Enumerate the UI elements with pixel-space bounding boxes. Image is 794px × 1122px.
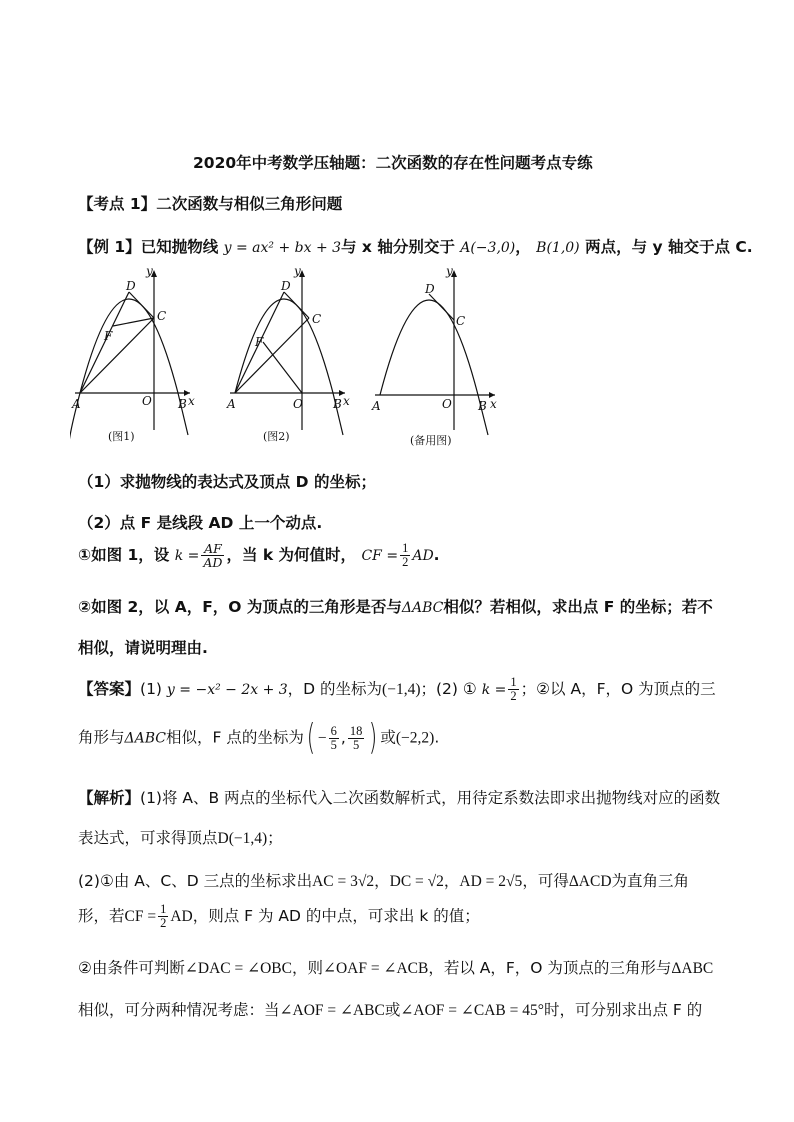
analysis-l6b: 时，可分别求出点 F 的 — [543, 1001, 703, 1019]
analysis-cf: CF = — [124, 908, 157, 925]
example-tail: 两点，与 y 轴交于点 C. — [585, 238, 753, 256]
answer-abc: ΔABC — [124, 730, 166, 747]
analysis-l4a: 形，若 — [78, 907, 125, 925]
example-point-a: A(−3,0) — [460, 240, 516, 256]
fig2-label-f: F — [255, 335, 264, 349]
answer-equation: y = −x² − 2x + 3 — [166, 682, 288, 698]
answer-f1-y — [348, 725, 365, 752]
answer-f1y-num: 18 — [349, 723, 363, 738]
sq1-half-den: 2 — [402, 555, 409, 569]
fig3-label-x: x — [490, 397, 497, 411]
analysis-dac: ∠DAC = ∠OBC — [184, 960, 292, 977]
fig2-label-b: B — [333, 397, 342, 411]
answer-paren-open: ( — [306, 717, 316, 758]
figure-2 — [230, 270, 345, 435]
fig1-label-f: F — [104, 329, 113, 343]
answer-k: k = — [481, 682, 507, 698]
example-statement: 【例 1】已知抛物线 y = ax² + bx + 3与 x 轴分别交于 A(−3,0)， B(1,0) 两点，与 y 轴交于点 C. — [78, 238, 753, 256]
question-2: （2）点 F 是线段 AD 上一个动点. — [78, 514, 323, 532]
answer-line-2: 角形与ΔABC相似，F 点的坐标为( − $\frac{6}{5}$ , $\frac{18}{5}$ ) 或(−2,2). — [78, 717, 440, 758]
analysis-l5a: ②由条件可判断 — [78, 959, 185, 977]
analysis-line-5 — [78, 956, 713, 978]
figure-3 — [375, 270, 495, 435]
fig1-label-o: O — [142, 394, 152, 408]
fig1-label-y: y — [146, 264, 153, 278]
subquestion-2-line2: 相似，请说明理由. — [78, 639, 208, 657]
fig3-caption: (备用图) — [410, 434, 452, 447]
example-tag: 【例 1】 — [78, 238, 141, 256]
fig3-label-d: D — [425, 282, 435, 296]
answer-end: . — [434, 728, 440, 747]
analysis-l3c: 为直角三角 — [611, 872, 690, 890]
sq1-num: AF — [201, 542, 224, 556]
sq1-den: AD — [203, 555, 223, 570]
analysis-line-6 — [78, 998, 702, 1020]
fig1-label-d: D — [126, 279, 136, 293]
fig2-label-d: D — [281, 279, 291, 293]
analysis-line-1 — [78, 786, 720, 808]
analysis-l2a: 表达式，可求得顶点 — [78, 829, 218, 847]
answer-p4: ；②以 A，F，O 为顶点的三 — [520, 680, 716, 698]
analysis-abc: ΔABC — [671, 960, 714, 977]
analysis-half — [158, 903, 168, 930]
sq2-line1: ②如图 2，以 A，F，O 为顶点的三角形是否与 — [78, 598, 402, 616]
analysis-tag: 【解析】 — [78, 789, 141, 807]
analysis-acd: ΔACD — [568, 873, 612, 890]
analysis-ac: AC = 3√2 — [312, 873, 375, 890]
sq1-half — [400, 542, 410, 569]
answer-f1x-den: 5 — [330, 737, 337, 752]
answer-or: 或 — [380, 728, 396, 747]
analysis-l5c: ，若以 A，F，O 为顶点的三角形与 — [428, 959, 672, 977]
fig2-label-o: O — [293, 397, 303, 411]
answer-paren-close: ) — [369, 717, 378, 758]
answer-k-num: 1 — [510, 675, 517, 689]
sq2-line1-end: 相似？若相似，求出点 F 的坐标；若不 — [443, 598, 713, 616]
fig3-label-c: C — [456, 314, 466, 328]
analysis-line-2 — [78, 826, 283, 848]
fig1-label-x: x — [188, 394, 195, 408]
example-equation: y = ax² + bx + 3 — [223, 240, 342, 256]
analysis-l3a: (2)①由 A、C、D 三点的坐标求出 — [78, 872, 313, 890]
fig1-label-b: B — [178, 397, 187, 411]
analysis-aof1: ∠AOF = ∠ABC — [279, 1002, 385, 1019]
analysis-ad: AD = 2√5 — [459, 873, 523, 890]
kaodian-tag: 【考点 1】 — [78, 195, 157, 213]
analysis-l2d: D(−1,4) — [217, 830, 268, 847]
analysis-line-3: (2)①由 A、C、D 三点的坐标求出AC = 3√2，DC = √2，AD = 2√5，可得ΔACD为直角三角 — [78, 872, 690, 890]
answer-line-1 — [78, 676, 716, 703]
answer-f2: (−2,2) — [395, 729, 435, 747]
sq1-cf: CF = — [361, 548, 399, 564]
fig3-label-y: y — [446, 264, 453, 278]
fig1-caption: (图1) — [108, 430, 135, 443]
answer-f1x-num: 6 — [330, 723, 337, 738]
answer-d: (−1,4) — [382, 681, 421, 698]
kaodian-heading — [78, 192, 342, 214]
analysis-l2b: ； — [267, 829, 283, 847]
answer-line2-a: 角形与 — [78, 728, 125, 747]
answer-p3: ；(2) ① — [420, 680, 477, 698]
analysis-l5b: ，则 — [291, 959, 323, 977]
subquestion-1 — [78, 542, 440, 569]
analysis-l6a: 相似，可分两种情况考虑：当 — [78, 1001, 280, 1019]
answer-f1y-den: 5 — [352, 737, 360, 752]
sq1-half-num: 1 — [402, 541, 409, 555]
analysis-or: 或 — [384, 1001, 401, 1019]
analysis-dc: DC = √2 — [389, 873, 444, 890]
answer-line2-b: 相似，F 点的坐标为 — [166, 728, 304, 747]
answer-f1-x — [329, 725, 339, 752]
answer-k-den: 2 — [510, 689, 517, 703]
analysis-aof2: ∠AOF = ∠CAB = 45° — [400, 1002, 544, 1019]
sq1-mid: ，当 k 为何值时， — [226, 546, 357, 564]
question-1: （1）求抛物线的表达式及顶点 D 的坐标； — [78, 473, 376, 491]
example-pre: 已知抛物线 — [140, 238, 219, 256]
sq1-pre: ①如图 1，设 — [78, 546, 170, 564]
answer-p2: ，D 的坐标为 — [287, 680, 383, 698]
fig3-label-b: B — [478, 399, 487, 413]
fig2-label-a: A — [227, 397, 236, 411]
sq1-ad: AD — [412, 548, 434, 564]
figure-1 — [70, 270, 190, 450]
subquestion-2 — [78, 595, 713, 617]
sq1-fraction — [201, 542, 224, 569]
parabola — [80, 299, 188, 435]
fig1-label-c: C — [157, 309, 167, 323]
answer-tag: 【答案】 — [78, 680, 141, 698]
analysis-ad2: AD — [170, 908, 193, 925]
analysis-l3b: ，可得 — [522, 872, 569, 890]
fig2-label-y: y — [294, 264, 301, 278]
answer-k-frac — [508, 676, 518, 703]
answer-p1: (1) — [140, 680, 162, 698]
sq2-abc: ΔABC — [401, 600, 444, 616]
analysis-l1: (1)将 A、B 两点的坐标代入二次函数解析式，用待定系数法即求出抛物线对应的函数 — [140, 789, 721, 807]
example-mid: 与 x 轴分别交于 — [341, 238, 455, 256]
fig3-label-o: O — [442, 397, 452, 411]
analysis-half-num: 1 — [160, 902, 167, 916]
fig1-label-a: A — [72, 397, 81, 411]
sq1-k: k = — [174, 548, 200, 564]
figures-panel — [70, 260, 510, 450]
analysis-oaf: ∠OAF = ∠ACB — [322, 960, 429, 977]
analysis-l4b: ，则点 F 为 AD 的中点，可求出 k 的值； — [192, 907, 480, 925]
fig2-caption: (图2) — [263, 430, 290, 443]
fig2-label-c: C — [312, 312, 322, 326]
fig2-label-x: x — [343, 394, 350, 408]
fig3-label-a: A — [372, 399, 381, 413]
analysis-half-den: 2 — [160, 916, 167, 930]
kaodian-text: 二次函数与相似三角形问题 — [156, 195, 343, 213]
example-point-b: B(1,0) — [536, 240, 580, 256]
page-title: 2020年中考数学压轴题：二次函数的存在性问题考点专练 — [193, 154, 593, 172]
analysis-line-4 — [78, 903, 480, 930]
sq1-end: . — [433, 546, 440, 564]
